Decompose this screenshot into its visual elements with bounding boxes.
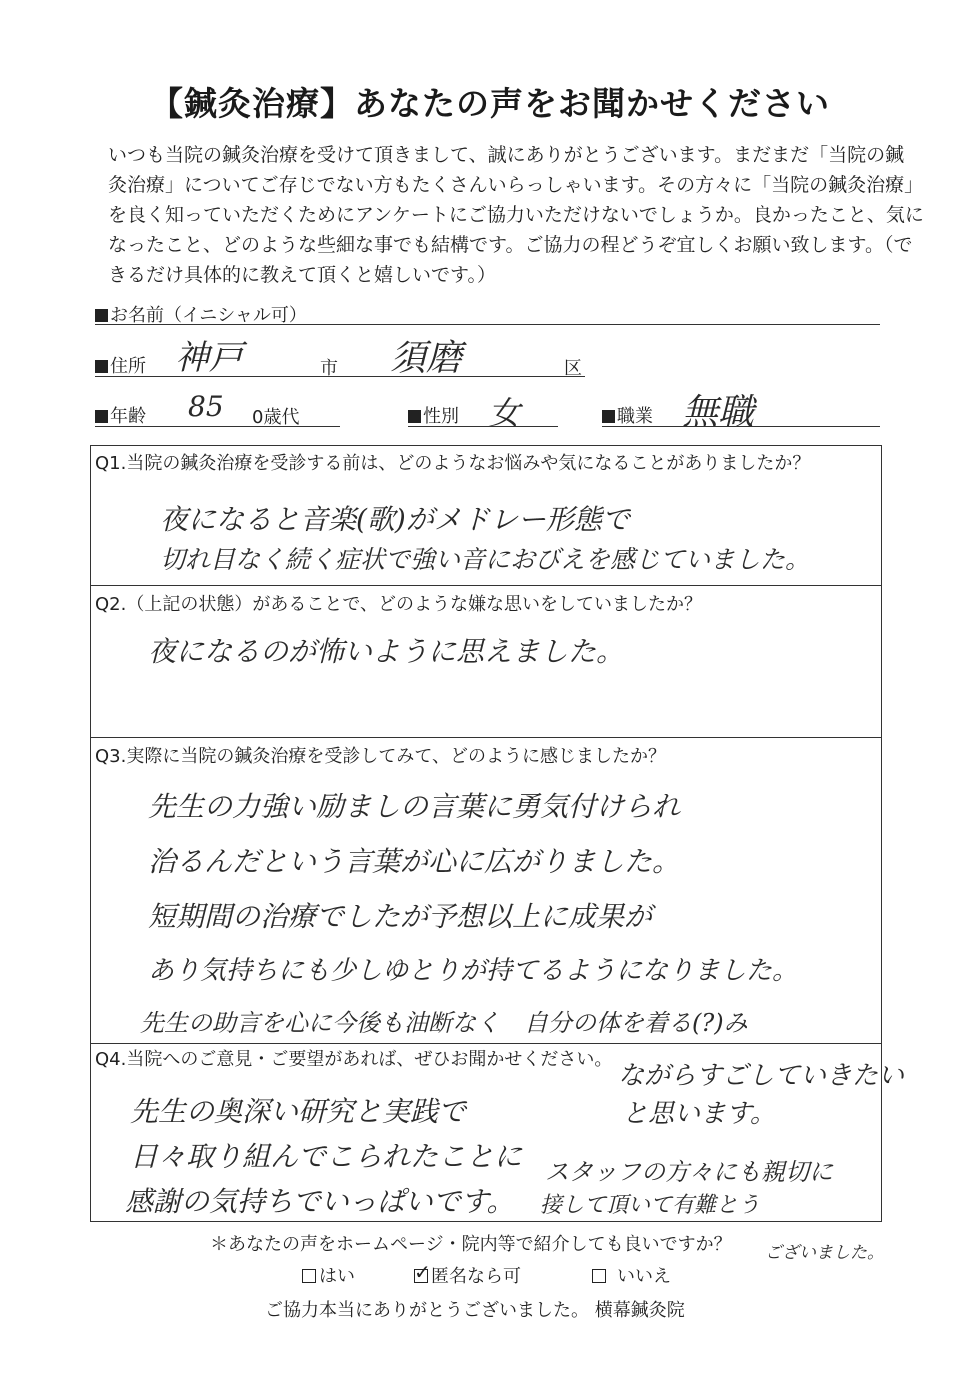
q3-answer-line: 治るんだという言葉が心に広がりました。: [148, 845, 681, 878]
q4-answer-line: 日々取り組んでこられたことに: [130, 1140, 523, 1173]
intro-line: を良く知っていただくためにアンケートにご協力いただけないでしょうか。良かったこと、気に: [108, 204, 924, 226]
q3-answer-line: 短期間の治療でしたが予想以上に成果が: [148, 900, 653, 933]
intro-line: 灸治療」についてご存じでない方もたくさんいらっしゃいます。その方々に「当院の鍼灸治療」: [108, 174, 924, 196]
footer-thanks: ご協力本当にありがとうございました。 横幕鍼灸院: [265, 1300, 685, 1321]
q3-divider: [90, 737, 882, 738]
q4-answer-right-line: ございました。: [765, 1243, 884, 1263]
q2-divider: [90, 585, 882, 586]
name-label: お名前（イニシャル可）: [95, 301, 307, 327]
checkbox-icon[interactable]: [592, 1269, 606, 1283]
job-underline: [602, 426, 880, 427]
intro-line: なったこと、どのような些細な事でも結構です。ご協力の程どうぞ宜しくお願い致します。（で: [108, 234, 913, 256]
bullet-square-icon: [95, 360, 108, 373]
q3-answer-line: ながらすごしていきたい: [618, 1061, 905, 1091]
checkbox-icon[interactable]: [414, 1260, 431, 1284]
checkmark-icon: ✓: [414, 1260, 431, 1284]
address-ward-value: 須磨: [390, 338, 463, 379]
age-value: 85: [188, 390, 224, 423]
q1-question: Q1.当院の鍼灸治療を受診する前は、どのようなお悩みや気になることがありましたか？: [95, 453, 811, 474]
q4-question: Q4.当院へのご意見・ご要望があれば、ぜひお聞かせください。: [95, 1049, 613, 1070]
age-label: 年齢: [95, 402, 146, 428]
bullet-square-icon: [602, 410, 615, 423]
intro-line: いつも当院の鍼灸治療を受けて頂きまして、誠にありがとうございます。まだまだ「当院の鍼: [108, 144, 905, 166]
gender-underline: [408, 426, 558, 427]
consent-option-no[interactable]: いいえ: [592, 1262, 671, 1288]
q4-answer-right-line: 接して頂いて有難とう: [540, 1193, 761, 1218]
bullet-square-icon: [95, 410, 108, 423]
q3-answer-line: と思います。: [622, 1099, 776, 1129]
consent-question: ＊あなたの声をホームページ・院内等で紹介しても良いですか？: [210, 1234, 732, 1255]
q2-question: Q2.（上記の状態）があることで、どのような嫌な思いをしていましたか？: [95, 594, 702, 615]
intro-line: きるだけ具体的に教えて頂くと嬉しいです。）: [108, 264, 496, 286]
job-value: 無職: [682, 392, 755, 433]
q4-divider: [90, 1043, 882, 1044]
q1-answer-line: 切れ目なく続く症状で強い音におびえを感じていました。: [160, 545, 811, 574]
address-underline: [95, 376, 585, 377]
consent-option-yes[interactable]: はい: [302, 1262, 355, 1288]
age-underline: [95, 426, 340, 427]
page-title: 【鍼灸治療】あなたの声をお聞かせください: [150, 84, 830, 123]
age-suffix: 0歳代: [252, 407, 300, 428]
consent-option-anonymous[interactable]: ✓ 匿名なら可: [414, 1260, 521, 1287]
checkbox-icon[interactable]: [302, 1269, 316, 1283]
address-city-value: 神戸: [175, 338, 243, 378]
bullet-square-icon: [408, 410, 421, 423]
job-label: 職業: [602, 402, 653, 428]
q3-answer-line: あり気持ちにも少しゆとりが持てるようになりました。: [148, 956, 799, 986]
q4-answer-right-line: スタッフの方々にも親切に: [545, 1158, 833, 1186]
address-label: 住所: [95, 352, 146, 378]
ward-label: 区: [564, 358, 582, 379]
bullet-square-icon: [95, 309, 108, 322]
name-underline: [95, 324, 880, 325]
city-label: 市: [320, 358, 338, 379]
q4-answer-line: 感謝の気持ちでいっぱいです。: [125, 1185, 515, 1218]
q1-answer-line: 夜になると音楽(歌)がメドレー形態で: [160, 503, 630, 536]
q2-answer-line: 夜になるのが怖いように思えました。: [148, 635, 625, 668]
intro-paragraph: [108, 140, 924, 290]
q4-answer-line: 先生の奥深い研究と実践で: [130, 1095, 467, 1128]
gender-value: 女: [488, 394, 521, 432]
q3-answer-line: 先生の力強い励ましの言葉に勇気付けられ: [148, 790, 681, 823]
q3-answer-line: 先生の助言を心に今後も油断なく 自分の体を着る(?)み: [140, 1009, 748, 1037]
q3-question: Q3.実際に当院の鍼灸治療を受診してみて、どのように感じましたか？: [95, 746, 666, 767]
gender-label: 性別: [408, 402, 459, 428]
